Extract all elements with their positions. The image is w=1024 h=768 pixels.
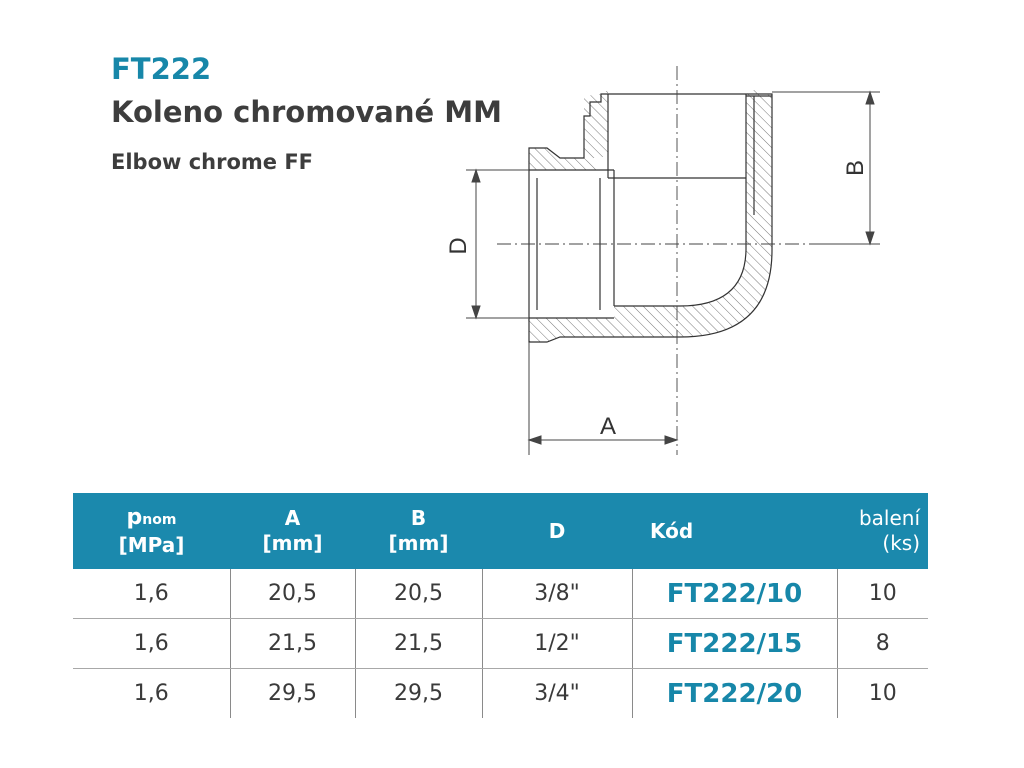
header-d: D <box>482 493 632 569</box>
dimension-label-d: D <box>445 237 472 255</box>
header-a <box>230 493 355 569</box>
cell-pnom: 1,6 <box>73 569 230 619</box>
elbow-wall-hatching <box>528 90 772 342</box>
dimension-lines <box>466 92 880 455</box>
cell-a: 29,5 <box>230 669 355 719</box>
header-b-unit: [mm] <box>388 531 449 555</box>
cell-baleni: 8 <box>837 619 928 669</box>
header-pnom-symbol: p <box>126 504 143 530</box>
dimension-label-a: A <box>599 413 617 440</box>
header-baleni <box>837 493 928 569</box>
cell-pnom: 1,6 <box>133 681 169 706</box>
header-b <box>355 493 482 569</box>
cell-b: 29,5 <box>355 669 482 719</box>
product-title-czech: Koleno chromované MM <box>111 95 502 129</box>
table-row <box>73 569 928 619</box>
cell-baleni: 10 <box>837 669 928 719</box>
cell-kod: FT222/20 <box>632 669 837 719</box>
table-row <box>73 669 928 719</box>
cell-b: 21,5 <box>355 619 482 669</box>
header-b-label: B <box>410 506 427 530</box>
cell-d: 3/8" <box>482 569 632 619</box>
dimension-label-b: B <box>842 159 869 177</box>
cell-kod: FT222/10 <box>632 569 837 619</box>
header-kod: Kód <box>632 493 837 569</box>
header-a-label: A <box>284 506 301 530</box>
cell-d: 1/2" <box>482 619 632 669</box>
header-baleni-unit: (ks) <box>882 531 920 555</box>
header-pnom-subscript: nom <box>142 511 177 528</box>
cell-pnom: 1,6 <box>73 619 230 669</box>
cell-d: 3/4" <box>482 669 632 719</box>
header-a-unit: [mm] <box>262 531 323 555</box>
cell-a: 21,5 <box>230 619 355 669</box>
header-pnom-unit: [MPa] <box>118 532 185 557</box>
cell-a: 20,5 <box>230 569 355 619</box>
specification-table <box>73 493 928 718</box>
header-baleni-label: balení <box>858 506 920 530</box>
cell-baleni: 10 <box>837 569 928 619</box>
table-header-row <box>73 493 928 569</box>
product-title-english: Elbow chrome FF <box>111 150 314 174</box>
cell-b: 20,5 <box>355 569 482 619</box>
table-row <box>73 619 928 669</box>
cell-kod: FT222/15 <box>632 619 837 669</box>
header-pnom <box>73 493 230 569</box>
product-code: FT222 <box>111 52 212 86</box>
